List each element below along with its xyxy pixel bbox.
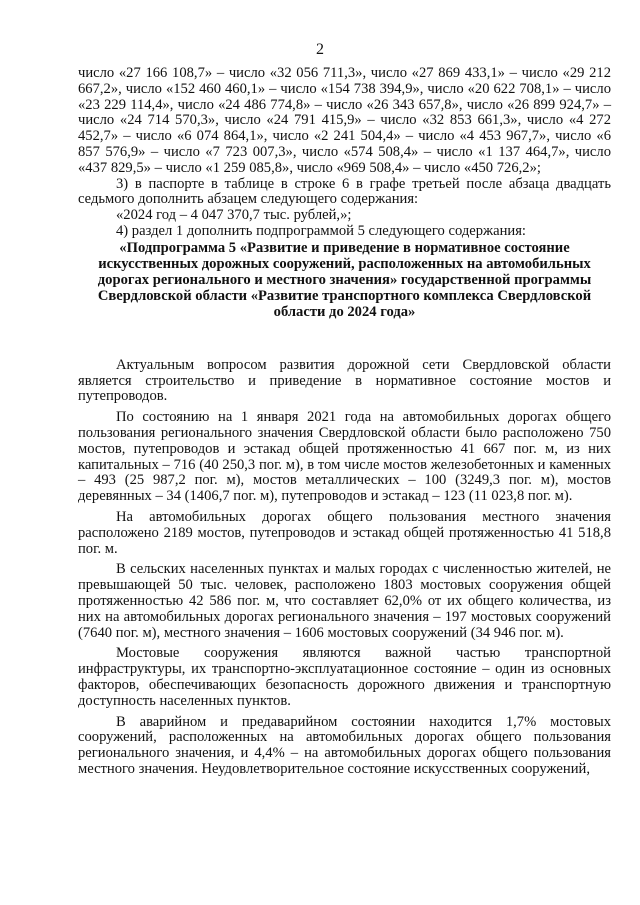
document-body — [78, 66, 611, 778]
body-paragraph: На автомобильных дорогах общего пользования местного значения расположено 2189 мостов, путепроводов и эстакад общей протяженностью 41 518,8 пог. м. — [78, 508, 611, 557]
body-paragraph: В аварийном и предаварийном состоянии находится 1,7% мостовых сооружений, расположенных на автомобильных дорогах общего пользования регионального значения, и 4,4% – на автомобильных дорогах общего пользования местного значения. Неудовлетворительное состояние искусственных сооружений, — [78, 713, 611, 777]
amendment-item-3-quote: «2024 год – 4 047 370,7 тыс. рублей,»; — [116, 207, 352, 224]
amendment-item-3: 3) в паспорте в таблице в строке 6 в графе третьей после абзаца двадцать седьмого дополнить абзацем следующего содержания: — [78, 175, 611, 208]
section-gap — [78, 320, 611, 358]
subprogram-heading: «Подпрограмма 5 «Развитие и приведение в нормативное состояние искусственных дорожных сооружений, расположенных на автомобильных дорогах регионального и местного значения» государственной программы Свердловской области «Развитие транспортного комплекса Свердловской области до 2024 года» — [97, 239, 592, 320]
body-paragraph: По состоянию на 1 января 2021 года на автомобильных дорогах общего пользования регионального значения Свердловской области было расположено 750 мостов, путепроводов и эстакад общей протяженностью 41 667 пог. м, из них капитальных – 716 (40 250,3 пог. м), в том числе мостов железобетонных и каменных – 493 (25 987,2 пог. м), мостов металлических – 100 (3249,3 пог. м), мостов деревянных – 34 (1406,7 пог. м), путепроводов и эстакад – 123 (11 023,8 пог. м). — [78, 409, 611, 505]
page-number: 2 — [316, 41, 324, 58]
body-paragraph: В сельских населенных пунктах и малых городах с численностью жителей, не превышающей 50 тыс. человек, расположено 1803 мостовых сооружения общей протяженностью 42 586 пог. м, что составляет 62,0% от их общего количества, из них на автомобильных дорогах регионального значения – 197 мостовых сооружений (7640 пог. м), местного значения – 1606 мостовых сооружений (34 946 пог. м). — [78, 561, 611, 641]
body-paragraph: Актуальным вопросом развития дорожной сети Свердловской области является строительство и приведение в нормативное состояние мостов и путепроводов. — [78, 356, 611, 405]
amendment-item-4: 4) раздел 1 дополнить подпрограммой 5 следующего содержания: — [116, 222, 526, 239]
body-paragraph: Мостовые сооружения являются важной частью транспортной инфраструктуры, их транспортно-эксплуатационное состояние – один из основных факторов, обеспечивающих безопасность дорожного движения и транспортную доступность населенных пунктов. — [78, 645, 611, 709]
intro-paragraph: число «27 166 108,7» – число «32 056 711,3», число «27 869 433,1» – число «29 212 667,2», число «152 460 460,1» – число «154 738 394,9», число «20 622 708,1» – число «23 229 114,4», число «24 486 774,8» – число «26 343 657,8», число «26 899 924,7» – число «24 714 570,3», число «24 791 415,9» – число «32 853 661,3», число «4 272 452,7» – число «6 074 864,1», число «2 241 504,4» – число «4 453 967,7», число «6 857 576,9» – число «7 723 007,3», число «574 508,4» – число «1 137 464,7», число «437 829,5» – число «1 259 085,8», число «969 508,4» – число «450 726,2»; — [78, 65, 611, 176]
